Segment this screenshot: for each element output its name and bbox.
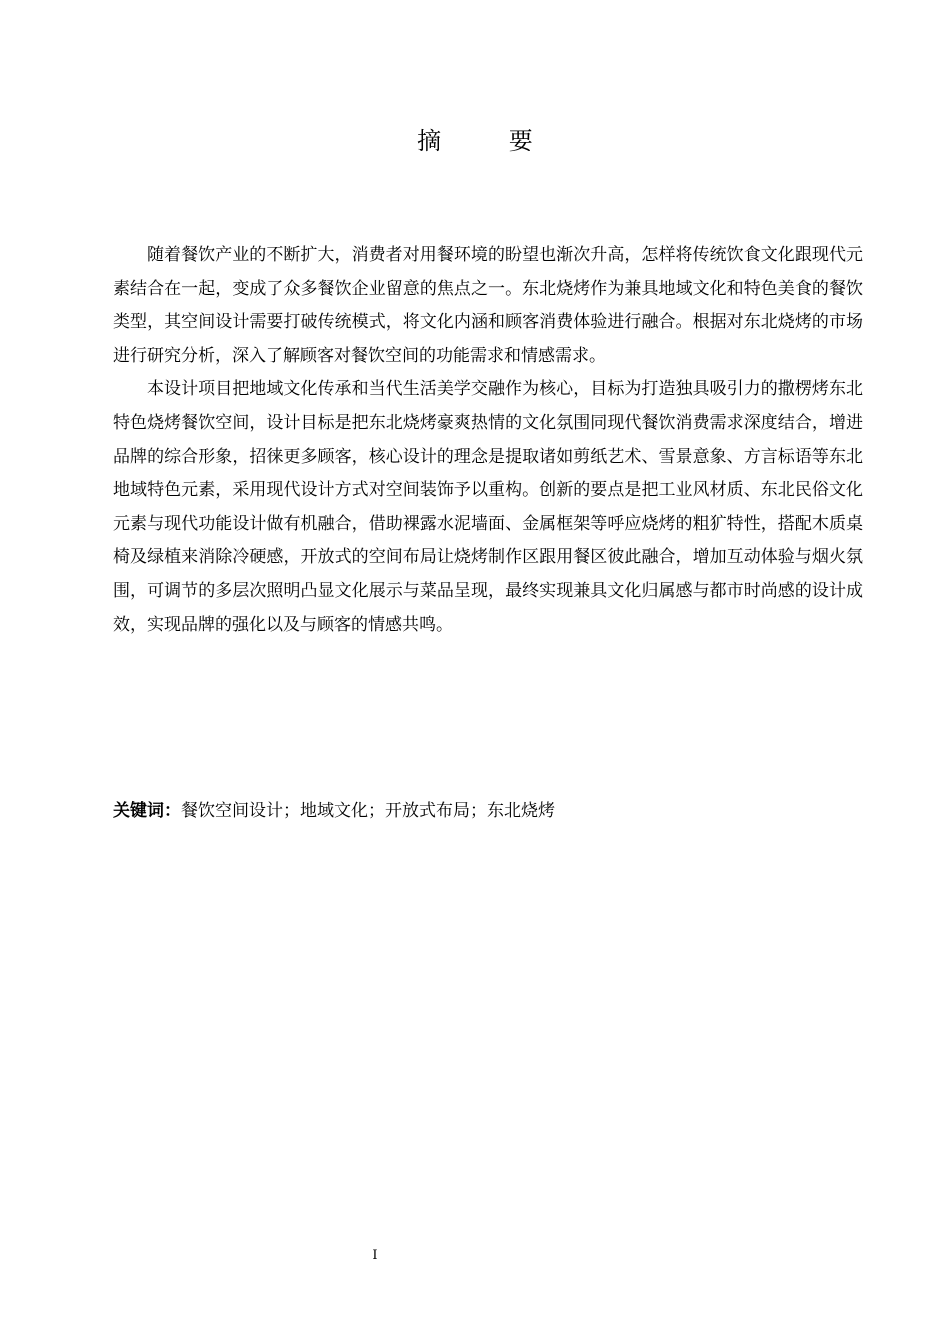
abstract-body <box>113 239 863 642</box>
abstract-paragraph-1: 随着餐饮产业的不断扩大，消费者对用餐环境的盼望也渐次升高，怎样将传统饮食文化跟现代元素结合在一起，变成了众多餐饮企业留意的焦点之一。东北烧烤作为兼具地域文化和特色美食的餐饮类型，其空间设计需要打破传统模式，将文化内涵和顾客消费体验进行融合。根据对东北烧烤的市场进行研究分析，深入了解顾客对餐饮空间的功能需求和情感需求。 <box>113 245 863 366</box>
abstract-title: 摘 要 <box>417 127 563 155</box>
keywords-line <box>113 796 863 826</box>
keywords-label: 关键词： <box>113 801 181 821</box>
page-number: I <box>372 1248 378 1263</box>
abstract-paragraph-2: 本设计项目把地域文化传承和当代生活美学交融作为核心，目标为打造独具吸引力的撒楞烤东北特色烧烤餐饮空间，设计目标是把东北烧烤豪爽热情的文化氛围同现代餐饮消费需求深度结合，增进品牌的综合形象，招徕更多顾客，核心设计的理念是提取诸如剪纸艺术、雪景意象、方言标语等东北地域特色元素，采用现代设计方式对空间装饰予以重构。创新的要点是把工业风材质、东北民俗文化元素与现代功能设计做有机融合，借助裸露水泥墙面、金属框架等呼应烧烤的粗犷特性，搭配木质桌椅及绿植来消除冷硬感，开放式的空间布局让烧烤制作区跟用餐区彼此融合，增加互动体验与烟火氛围，可调节的多层次照明凸显文化展示与菜品呈现，最终实现兼具文化归属感与都市时尚感的设计成效，实现品牌的强化以及与顾客的情感共鸣。 <box>113 379 863 635</box>
keywords-text: 餐饮空间设计；地域文化；开放式布局；东北烧烤 <box>181 801 555 821</box>
